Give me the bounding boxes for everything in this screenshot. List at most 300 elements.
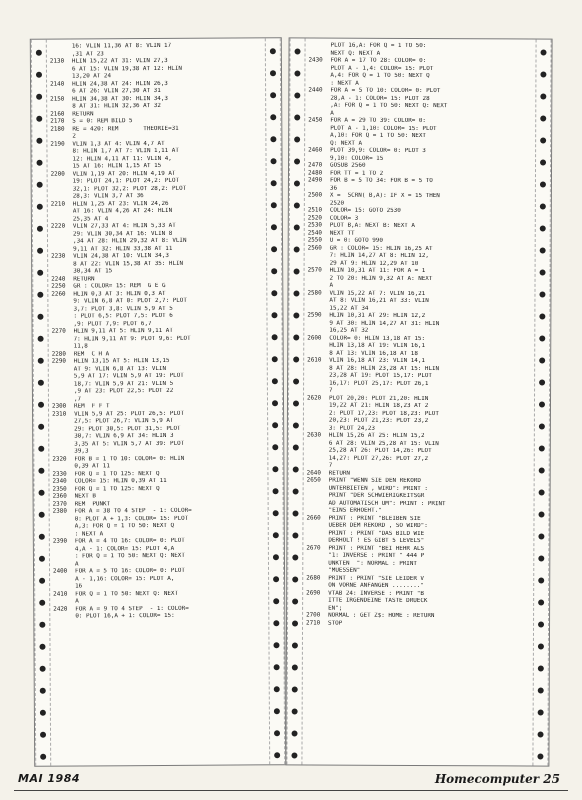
line-number [308, 73, 330, 81]
line-code: STOP [328, 620, 343, 627]
feed-hole [272, 444, 278, 450]
feed-hole [272, 422, 278, 428]
line-number [52, 464, 74, 472]
line-code: 29: PLOT 30,5: PLOT 31,5: PLOT [74, 425, 181, 433]
line-number: 2290 [51, 358, 66, 365]
line-code: 39,3 [74, 448, 89, 455]
line-number: 2710 [306, 620, 321, 627]
line-number: 2420 [53, 606, 68, 613]
tractor-feed-left [286, 38, 305, 764]
line-number [308, 200, 330, 208]
line-code: HLIN 15,26 AT 25: HLIN 15,2 [328, 432, 425, 440]
line-number: 2610 [307, 357, 322, 364]
feed-hole [36, 116, 42, 122]
line-code: VLIN 16,18 AT 23: VLIN 14,1 [329, 357, 425, 365]
line-code: 18,7: VLIN 5,9 AT 21: VLIN 5 [73, 380, 174, 388]
feed-hole [271, 312, 277, 318]
line-code: PLOT B,A: NEXT B: NEXT A [329, 222, 415, 229]
feed-hole [293, 290, 299, 296]
line-number [53, 546, 75, 554]
line-code: 30,34 AT 15 [73, 268, 113, 275]
line-number [52, 321, 74, 329]
feed-hole [39, 534, 45, 540]
line-code: REM C H A [73, 350, 110, 358]
line-code: UNKTEN ": NORMAL : PRINT [328, 560, 417, 567]
line-number [307, 448, 329, 456]
feed-hole [40, 710, 46, 716]
line-number [307, 418, 329, 426]
line-number [53, 584, 75, 592]
line-code: COLOR= 15: GOTO 2530 [329, 207, 401, 214]
line-number [51, 314, 73, 322]
page-footer [0, 772, 582, 790]
line-code: 28,3: VLIN 3,7 AT 36 [72, 193, 144, 200]
feed-hole [37, 204, 43, 210]
line-number: 2300 [52, 403, 67, 410]
line-code: 4,A - 1: COLOR= 15: PLOT 4,A [74, 545, 175, 553]
feed-hole [273, 642, 279, 648]
line-code: : FOR Q = 1 TO 50: NEXT Q: NEXT [74, 552, 185, 560]
line-code: HLIN 15,22 AT 31: VLIN 27,3 [71, 57, 168, 65]
line-number [309, 50, 331, 58]
line-number: 2360 [52, 493, 67, 500]
line-number: 2400 [53, 568, 68, 575]
line-number: 2630 [306, 432, 322, 439]
line-code: 6 AT 15: VLIN 19,38 AT 12: HLIN [71, 65, 182, 73]
line-code: RETURN [328, 470, 350, 477]
line-code: "EINS ERHOEHT." [328, 507, 382, 514]
line-code: "1: INVERSE : PRINT " 444 P [328, 552, 425, 560]
line-number: 2510 [307, 207, 323, 214]
footer-rule [14, 790, 568, 791]
line-code: A - 1,16: COLOR= 15: PLOT A, [75, 575, 175, 583]
line-number [308, 65, 330, 73]
line-number [51, 194, 73, 202]
line-number [306, 538, 328, 546]
line-number: 2210 [50, 201, 65, 208]
feed-hole [294, 92, 300, 98]
feed-hole [538, 534, 544, 540]
line-number: 2700 [306, 612, 321, 619]
line-code: PLOT 39,9: COLOR= 0: PLOT 3 [330, 147, 426, 155]
line-number: 2490 [307, 177, 323, 184]
line-number: 2320 [52, 456, 67, 463]
line-code: HLIN 10,31 AT 11: FOR A = 1 [329, 267, 426, 275]
line-number [308, 185, 330, 193]
feed-hole [293, 334, 299, 340]
line-code: VTAB 24: INVERSE : PRINT "B [328, 590, 424, 597]
line-number [50, 89, 72, 97]
line-number [307, 350, 329, 358]
line-code: PRINT "DER SCHWIERIGKEITSGR [328, 492, 425, 500]
line-code: PRINT : PRINT "DAS BILD WIE [328, 530, 425, 537]
feed-hole [538, 666, 544, 672]
line-code: VLIN 24,38 AT 10: VLIN 34,3 [73, 252, 169, 260]
feed-hole [538, 556, 544, 562]
feed-hole [274, 708, 280, 714]
feed-hole [274, 664, 280, 670]
feed-hole [541, 50, 547, 56]
feed-hole [274, 730, 280, 736]
feed-hole [291, 752, 297, 758]
feed-hole [270, 114, 276, 120]
feed-hole [292, 576, 298, 582]
line-code: : NEXT A [74, 530, 104, 538]
feed-hole [294, 136, 300, 142]
feed-hole [539, 402, 545, 408]
feed-hole [36, 138, 42, 144]
line-number [51, 306, 73, 314]
line-code: UEBER DEM REKORD , SO WIRD": [328, 522, 428, 530]
feed-hole [540, 182, 546, 188]
feed-hole [292, 642, 298, 648]
line-number [51, 299, 73, 307]
line-number: 2540 [307, 230, 322, 237]
line-number [53, 599, 75, 607]
feed-hole [38, 336, 44, 342]
magazine-name-page-number: Homecomputer 25 [434, 772, 560, 786]
line-code: NORMAL : GET Z$: HOME : RETURN [328, 612, 435, 620]
line-code: COLOR= 3 [329, 215, 359, 222]
line-code: DERHOLT ! ES GIBT 5 LEVELS" [328, 537, 425, 545]
line-code: A [75, 598, 79, 605]
line-code: FOR A = 5 TO 16: COLOR= 0: PLOT [75, 567, 186, 575]
line-code: GR : COLOR= 15: REM G E G [73, 282, 166, 290]
line-number [306, 553, 328, 561]
line-code: 32,1: PLOT 32,2: PLOT 28,2: PLOT [72, 185, 187, 193]
feed-hole [36, 72, 42, 78]
line-number: 2530 [307, 222, 322, 229]
line-number [308, 125, 330, 133]
line-code: FOR TT = 1 TO 2 [329, 170, 384, 177]
feed-hole [538, 600, 544, 606]
feed-hole [274, 686, 280, 692]
line-number: 2410 [53, 591, 68, 598]
line-number [308, 133, 330, 141]
tractor-feed-right [265, 38, 285, 764]
feed-hole [36, 50, 42, 56]
feed-hole [38, 468, 44, 474]
feed-hole [272, 400, 278, 406]
feed-hole [272, 334, 278, 340]
feed-hole [38, 424, 44, 430]
line-number: 2680 [306, 575, 321, 582]
feed-hole [538, 512, 544, 518]
line-code: VLIN 15,22 AT 7: VLIN 16,21 [329, 290, 426, 297]
line-code: 29: VLIN 30,34 AT 16: VLIN 8 [72, 230, 173, 238]
line-code: 13,20 AT 24 [71, 73, 112, 80]
line-number: 2470 [308, 162, 323, 169]
feed-hole [271, 202, 277, 208]
feed-hole [539, 292, 545, 298]
line-code: PLOT A - 1,10: COLOR= 15: PLOT [330, 125, 437, 132]
line-code: A,4: FOR Q = 1 TO 50: NEXT Q [330, 72, 430, 80]
line-code: PLOT A - 1,4: COLOR= 15: PLOT [330, 65, 434, 72]
line-number [52, 389, 74, 397]
line-number: 2340 [52, 478, 67, 485]
feed-hole [37, 182, 43, 188]
feed-hole [40, 688, 46, 694]
line-number: 2380 [52, 508, 67, 515]
feed-hole [37, 226, 43, 232]
line-number: 2690 [306, 590, 321, 597]
line-number: 2170 [50, 118, 65, 125]
line-number [50, 104, 72, 112]
line-code: NEXT TT [329, 230, 355, 237]
line-code: : NEXT A [330, 80, 359, 87]
feed-hole [539, 380, 545, 386]
line-code: A,10: FOR Q = 1 TO 50: NEXT [330, 132, 426, 140]
line-number [53, 516, 75, 524]
line-code: GOSUB 2560 [330, 162, 366, 169]
feed-hole [294, 202, 300, 208]
line-number [306, 568, 328, 576]
line-number [50, 66, 72, 74]
line-code: PLOT 20,20: PLOT 21,20: HLIN [329, 395, 429, 402]
line-code: 14,27: PLOT 27,26: PLOT 27,2 [328, 455, 429, 462]
feed-hole [537, 754, 543, 760]
line-number [307, 283, 329, 291]
feed-hole [273, 598, 279, 604]
feed-hole [293, 400, 299, 406]
line-code: "MUESSEN" [328, 567, 361, 574]
feed-hole [294, 224, 300, 230]
feed-hole [294, 114, 300, 120]
line-code: 16,25 AT 32 [329, 327, 369, 334]
line-code: 8 AT 22: VLIN 15,38 AT 35: HLIN [73, 260, 184, 268]
feed-hole [538, 622, 544, 628]
line-code: PLOT 16,A: FOR Q = 1 TO 50: [330, 42, 427, 50]
line-number [51, 231, 73, 239]
feed-hole [293, 466, 299, 472]
line-number [309, 43, 331, 51]
line-number [307, 365, 329, 373]
feed-hole [38, 380, 44, 386]
line-code: 2 [72, 133, 76, 140]
line-code: 23,28 AT 19: PLOT 15,17: PLOT [329, 372, 432, 380]
line-code: ON VORNE ANFANGEN ........" [328, 582, 424, 590]
line-code: 19: PLOT 24,1: PLOT 24,2: PLOT [72, 177, 180, 185]
line-number [308, 80, 330, 88]
code-line [53, 612, 265, 621]
line-code: 3: PLOT 24,23 [328, 425, 376, 432]
line-number [306, 598, 328, 606]
line-number [50, 156, 72, 164]
line-number: 2200 [50, 171, 65, 178]
line-number: 2640 [306, 470, 321, 477]
line-code: 25,35 AT 4 [72, 215, 109, 223]
line-number [307, 328, 329, 336]
line-number: 2580 [307, 290, 322, 297]
line-number: 2390 [52, 538, 68, 545]
line-code: 7: HLIN 9,11 AT 9: PLOT 9,6: PLOT [73, 335, 191, 343]
line-code: : PLOT 6,5: PLOT 7,5: PLOT 6 [73, 312, 173, 320]
line-code: A [329, 282, 334, 289]
feed-hole [293, 422, 299, 428]
line-number [53, 524, 75, 532]
feed-hole [38, 446, 44, 452]
line-number [307, 343, 329, 351]
line-code: HLIN 34,38 AT 30: HLIN 34,3 [72, 95, 168, 103]
feed-hole [294, 70, 300, 76]
line-number [306, 560, 328, 568]
line-number [51, 164, 73, 172]
line-number: 2180 [50, 126, 65, 133]
line-number: 2560 [307, 245, 322, 252]
line-number: 2500 [307, 192, 323, 199]
line-code: HLIN 0,3 AT 3: HLIN 0,3 AT [73, 290, 166, 298]
line-code: 9: VLIN 6,8 AT 0: PLOT 2,7: PLOT [73, 297, 187, 305]
line-number: 2240 [51, 276, 66, 283]
feed-hole [39, 578, 45, 584]
line-number [307, 403, 329, 411]
issue-date: MAI 1984 [18, 772, 80, 785]
line-code: 0: PLOT 16,A + 1: COLOR= 15: [75, 612, 175, 620]
line-code: 8 AT 28: HLIN 23,28 AT 15: HLIN [329, 365, 440, 372]
line-number: 2230 [51, 253, 66, 260]
line-number [307, 305, 329, 313]
line-number: 2330 [52, 471, 67, 478]
line-number [306, 605, 328, 613]
line-code: 29 AT 9: HLIN 12,29 AT 10 [329, 260, 419, 267]
line-code: VLIN 1,19 AT 20: HLIN 4,19 AT [72, 170, 176, 178]
code-listing-right [305, 43, 532, 762]
line-code: 5,9 AT 17: VLIN 5,9 AT 19: PLOT [73, 372, 184, 380]
feed-hole [273, 620, 279, 626]
feed-hole [270, 48, 276, 54]
line-code: 8 AT 13: VLIN 16,18 AT 18 [329, 350, 418, 357]
line-number: 2660 [306, 515, 321, 522]
line-number: 2150 [50, 96, 65, 103]
feed-hole [273, 554, 279, 560]
line-number: 2270 [51, 328, 66, 335]
line-number: 2520 [307, 215, 323, 222]
line-number [53, 614, 75, 622]
line-number [307, 440, 329, 448]
feed-hole [272, 466, 278, 472]
line-code: PRINT "WENN SIE DEN REKORD [328, 477, 421, 485]
line-code: 30,7: VLIN 6,9 AT 34: HLIN 3 [74, 432, 174, 440]
listing-sheet-left [30, 37, 286, 767]
line-number: 2250 [51, 283, 66, 290]
line-number: 2310 [52, 411, 67, 418]
feed-hole [540, 138, 546, 144]
line-code: REM F F T [74, 403, 110, 410]
line-number [51, 261, 73, 269]
line-number [307, 485, 329, 493]
line-code: HLIN 1,25 AT 23: VLIN 24,26 [72, 200, 169, 208]
line-number: 2440 [308, 87, 323, 94]
line-number [308, 110, 330, 118]
line-code: EN"; [328, 605, 343, 612]
line-number: 2600 [307, 335, 322, 342]
line-number [51, 269, 73, 277]
line-code: RETURN [73, 275, 95, 283]
feed-hole [294, 246, 300, 252]
feed-hole [36, 94, 42, 100]
line-number [52, 366, 74, 374]
feed-hole [40, 666, 46, 672]
feed-hole [37, 248, 43, 254]
feed-hole [294, 268, 300, 274]
feed-hole [539, 446, 545, 452]
line-number [307, 425, 329, 433]
feed-hole [292, 686, 298, 692]
line-number [308, 253, 330, 261]
line-number [307, 500, 329, 508]
line-number [50, 74, 72, 82]
line-number [307, 320, 329, 328]
line-code: 11,8 [73, 343, 88, 350]
feed-hole [540, 116, 546, 122]
line-code: ,7 [73, 395, 82, 403]
line-code: 16,17: PLOT 25,17: PLOT 26,1 [329, 380, 429, 387]
feed-hole [38, 402, 44, 408]
feed-hole [540, 72, 546, 78]
feed-hole [39, 600, 45, 606]
feed-hole [539, 424, 545, 430]
line-number [306, 523, 328, 531]
feed-hole [538, 578, 544, 584]
feed-hole [273, 510, 279, 516]
line-code: 12: HLIN 4,11 AT 11: VLIN 4, [72, 155, 172, 163]
line-number: 2460 [308, 147, 323, 154]
line-number [308, 260, 330, 268]
line-number: 2280 [51, 351, 66, 358]
line-code: 2: PLOT 17,23: PLOT 18,23: PLOT [328, 410, 439, 417]
line-code: AT 9: VLIN 6,8 AT 13: VLIN [73, 365, 167, 373]
feed-hole [273, 576, 279, 582]
line-code: 7 [328, 462, 333, 469]
feed-hole [293, 312, 299, 318]
line-number [51, 246, 73, 254]
line-number [308, 155, 330, 163]
line-code: FOR A = 5 TO 10: COLOR= 0: PLOT [330, 87, 441, 95]
feed-hole [538, 644, 544, 650]
line-code: 9,11 AT 32: HLIN 33,38 AT 11 [73, 245, 173, 253]
line-number: 2190 [50, 141, 65, 148]
tractor-feed-left [31, 40, 51, 766]
line-code: REM PUNKT [74, 500, 111, 508]
line-number [307, 298, 329, 306]
line-number: 2670 [306, 545, 321, 552]
feed-hole [539, 358, 545, 364]
feed-hole [292, 532, 298, 538]
feed-hole [270, 136, 276, 142]
line-code: FOR A = 29 TO 39: COLOR= 0: [330, 117, 427, 125]
feed-hole [39, 512, 45, 518]
feed-hole [40, 754, 46, 760]
feed-hole [539, 490, 545, 496]
feed-hole [273, 488, 279, 494]
line-number [306, 583, 328, 591]
feed-hole [540, 226, 546, 232]
line-code: VLIN 1,3 AT 4: VLIN 4,7 AT [72, 140, 165, 148]
line-number [308, 103, 330, 111]
line-number [53, 554, 75, 562]
line-code: 19,22 AT 21: HLIN 18,23 AT 2 [328, 402, 429, 410]
feed-hole [39, 490, 45, 496]
line-number: 2220 [50, 223, 66, 230]
feed-hole [294, 180, 300, 186]
line-code: ,31 AT 23 [71, 50, 104, 58]
line-number: 2590 [307, 312, 322, 319]
line-number [53, 561, 75, 569]
line-code: ,A: FOR Q = 1 TO 50: NEXT Q: NEXT [330, 102, 448, 110]
line-code: FOR A = 9 TO 4 STEP - 1: COLOR= [75, 605, 189, 613]
line-code: FOR B = 1 TO 10: COLOR= 0: HLIN [74, 455, 185, 463]
feed-hole [271, 246, 277, 252]
